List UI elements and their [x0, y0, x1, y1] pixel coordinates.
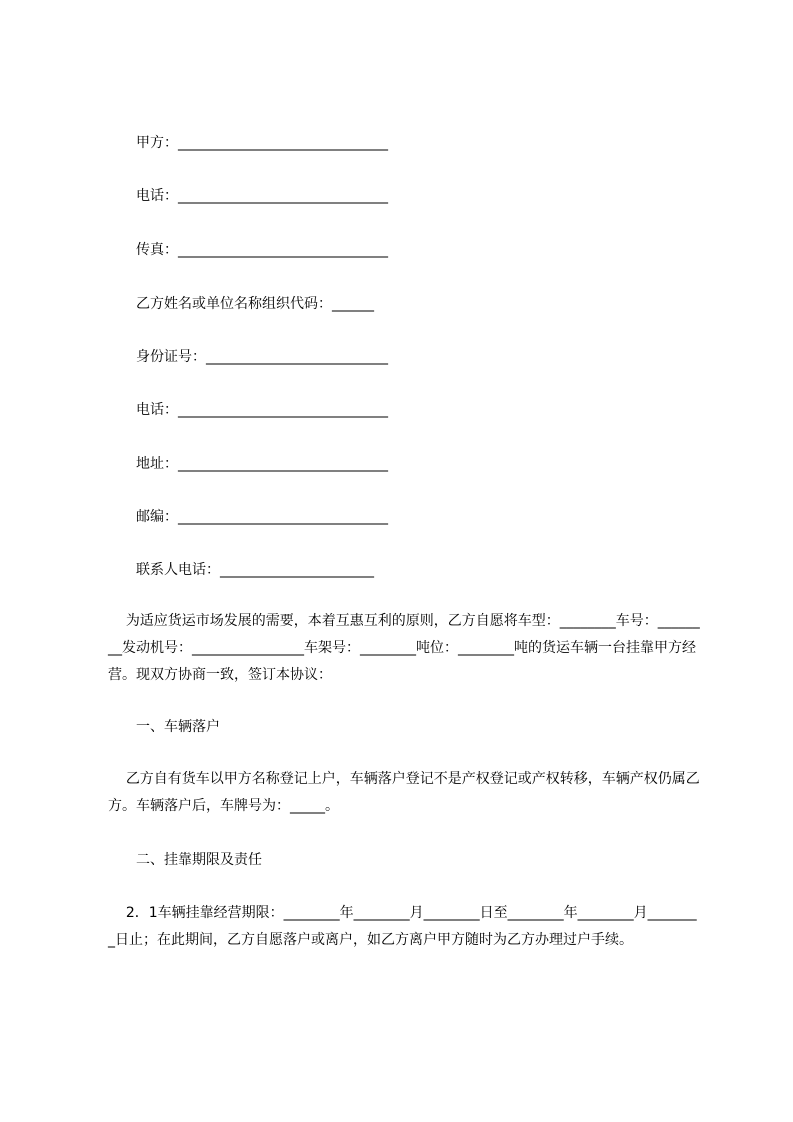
section-2-title: 二、挂靠期限及责任 — [136, 852, 262, 868]
id-number-field: 身份证号：__________________________ — [136, 349, 388, 365]
party-a-phone-field: 电话：______________________________ — [136, 188, 388, 204]
party-a-field: 甲方：______________________________ — [136, 135, 388, 151]
clause-2-1: 2．1车辆挂靠经营期限：________年________月________日至________年________月________日止；在此期间，乙方自愿落户或离户，如乙方离户甲方随时为乙方办理过户手续。 — [108, 905, 697, 948]
intro-paragraph: 为适应货运市场发展的需要，本着互惠互利的原则，乙方自愿将车型：________车号：________发动机号：________________车架号：________吨位：________吨的货运车辆一台挂靠甲方经营。现双方协商一致，签订本协议： — [108, 613, 700, 683]
section-1-title: 一、车辆落户 — [136, 719, 220, 735]
party-a-fax-field: 传真：______________________________ — [136, 242, 388, 258]
section-1-body: 乙方自有货车以甲方名称登记上户，车辆落户登记不是产权登记或产权转移，车辆产权仍属乙方。车辆落户后，车牌号为：_____。 — [108, 771, 700, 814]
party-b-phone-field: 电话：______________________________ — [136, 402, 388, 418]
party-b-name-field: 乙方姓名或单位名称组织代码：______ — [136, 296, 374, 312]
contact-phone-field: 联系人电话：______________________ — [136, 562, 374, 578]
postcode-field: 邮编：______________________________ — [136, 509, 388, 525]
address-field: 地址：______________________________ — [136, 456, 388, 472]
